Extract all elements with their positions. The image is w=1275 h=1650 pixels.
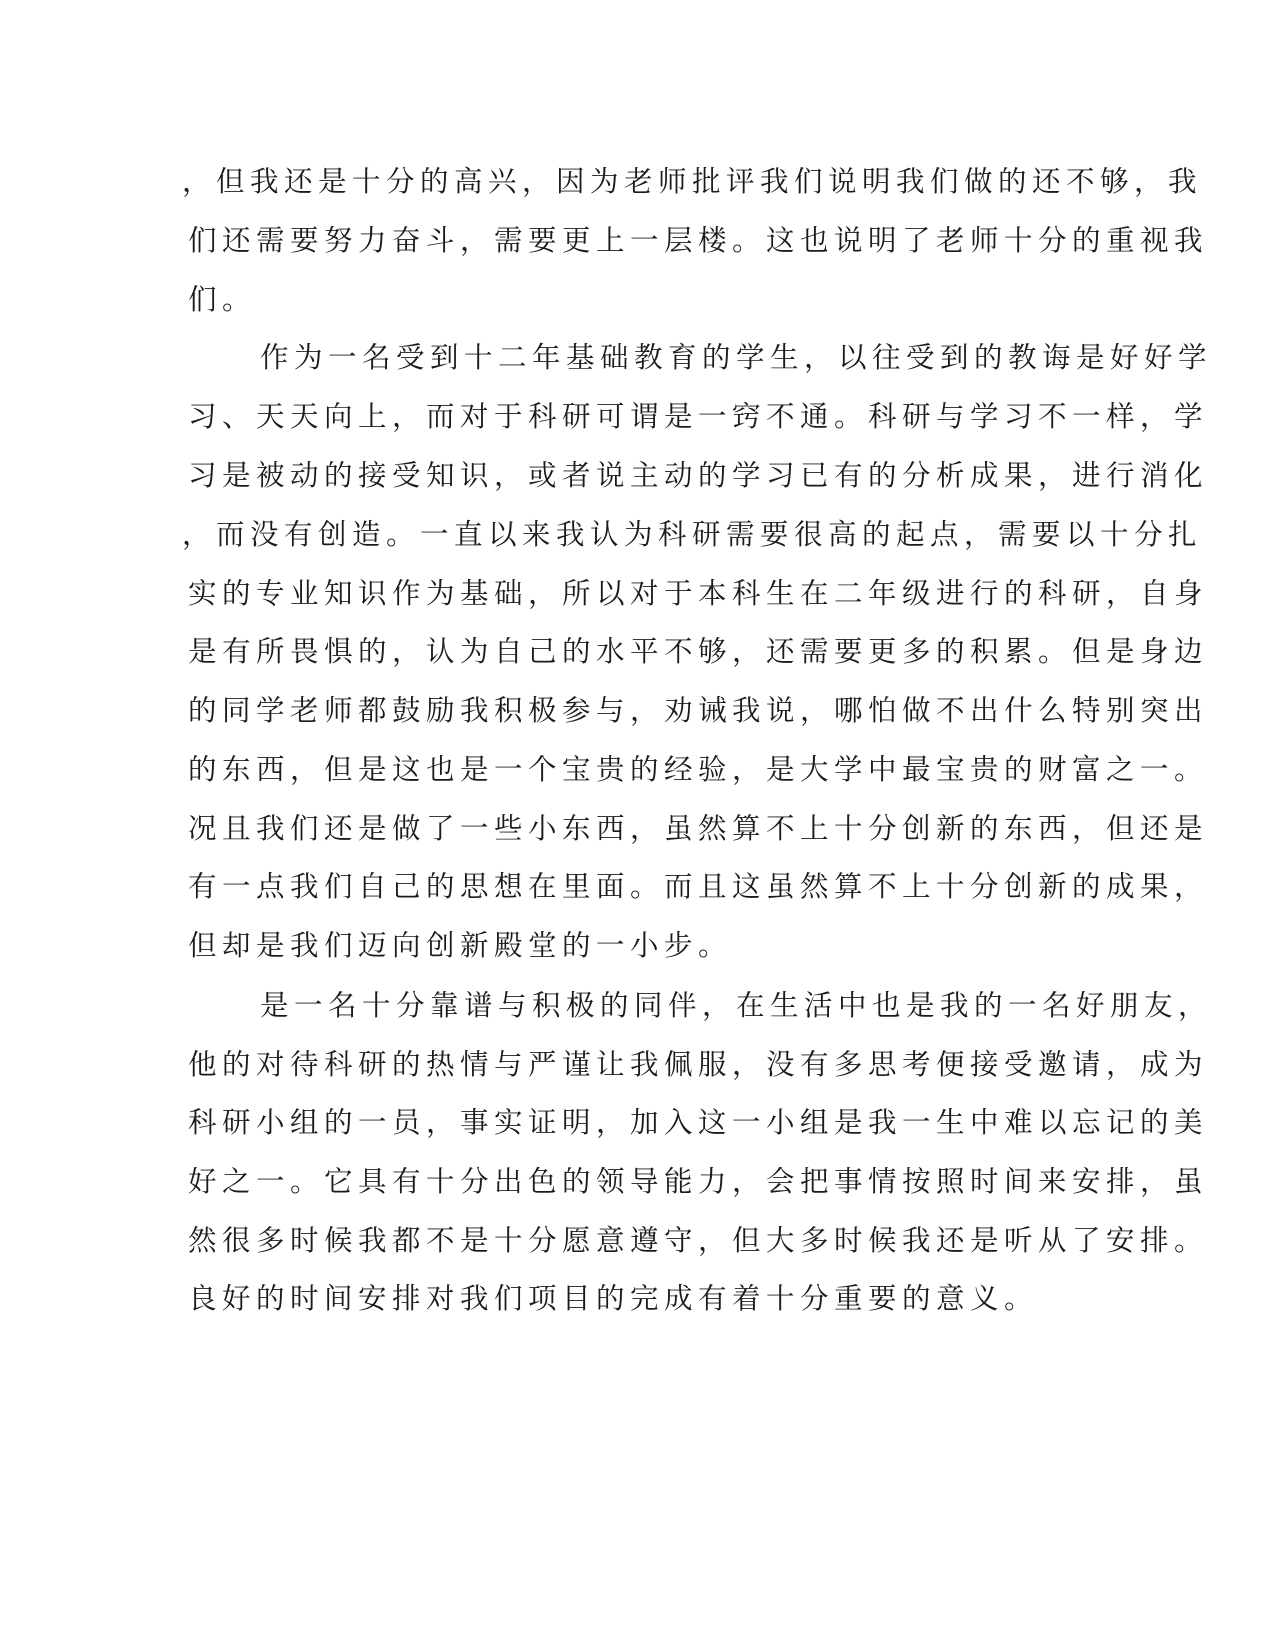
- text-line: ，而没有创造。一直以来我认为科研需要很高的起点，需要以十分扎: [182, 518, 1203, 551]
- text-line: 科研小组的一员，事实证明，加入这一小组是我一生中难以忘记的美: [188, 1106, 1209, 1139]
- text-line: 好之一。它具有十分出色的领导能力，会把事情按照时间来安排，虽: [188, 1165, 1209, 1198]
- text-line: 们还需要努力奋斗，需要更上一层楼。这也说明了老师十分的重视我: [188, 224, 1209, 257]
- text-line: ，但我还是十分的高兴，因为老师批评我们说明我们做的还不够，我: [182, 165, 1203, 198]
- text-line: 然很多时候我都不是十分愿意遵守，但大多时候我还是听从了安排。: [188, 1224, 1209, 1257]
- text-line: 良好的时间安排对我们项目的完成有着十分重要的意义。: [188, 1282, 1039, 1315]
- paragraph-first-line: 是一名十分靠谱与积极的同伴，在生活中也是我的一名好朋友，: [260, 989, 1213, 1022]
- text-line: 实的专业知识作为基础，所以对于本科生在二年级进行的科研，自身: [188, 577, 1209, 610]
- paragraph-first-line: 作为一名受到十二年基础教育的学生，以往受到的教诲是好好学: [260, 341, 1213, 374]
- text-line: 的东西，但是这也是一个宝贵的经验，是大学中最宝贵的财富之一。: [188, 753, 1209, 786]
- text-line: 的同学老师都鼓励我积极参与，劝诫我说，哪怕做不出什么特别突出: [188, 694, 1209, 727]
- text-line: 习、天天向上，而对于科研可谓是一窍不通。科研与学习不一样，学: [188, 400, 1209, 433]
- text-line: 是有所畏惧的，认为自己的水平不够，还需要更多的积累。但是身边: [188, 635, 1209, 668]
- text-line: 但却是我们迈向创新殿堂的一小步。: [188, 929, 733, 962]
- text-line: 况且我们还是做了一些小东西，虽然算不上十分创新的东西，但还是: [188, 812, 1209, 845]
- text-line: 习是被动的接受知识，或者说主动的学习已有的分析成果，进行消化: [188, 459, 1209, 492]
- text-line: 有一点我们自己的思想在里面。而且这虽然算不上十分创新的成果，: [188, 870, 1209, 903]
- text-line: 们。: [188, 283, 257, 316]
- text-line: 他的对待科研的热情与严谨让我佩服，没有多思考便接受邀请，成为: [188, 1048, 1209, 1081]
